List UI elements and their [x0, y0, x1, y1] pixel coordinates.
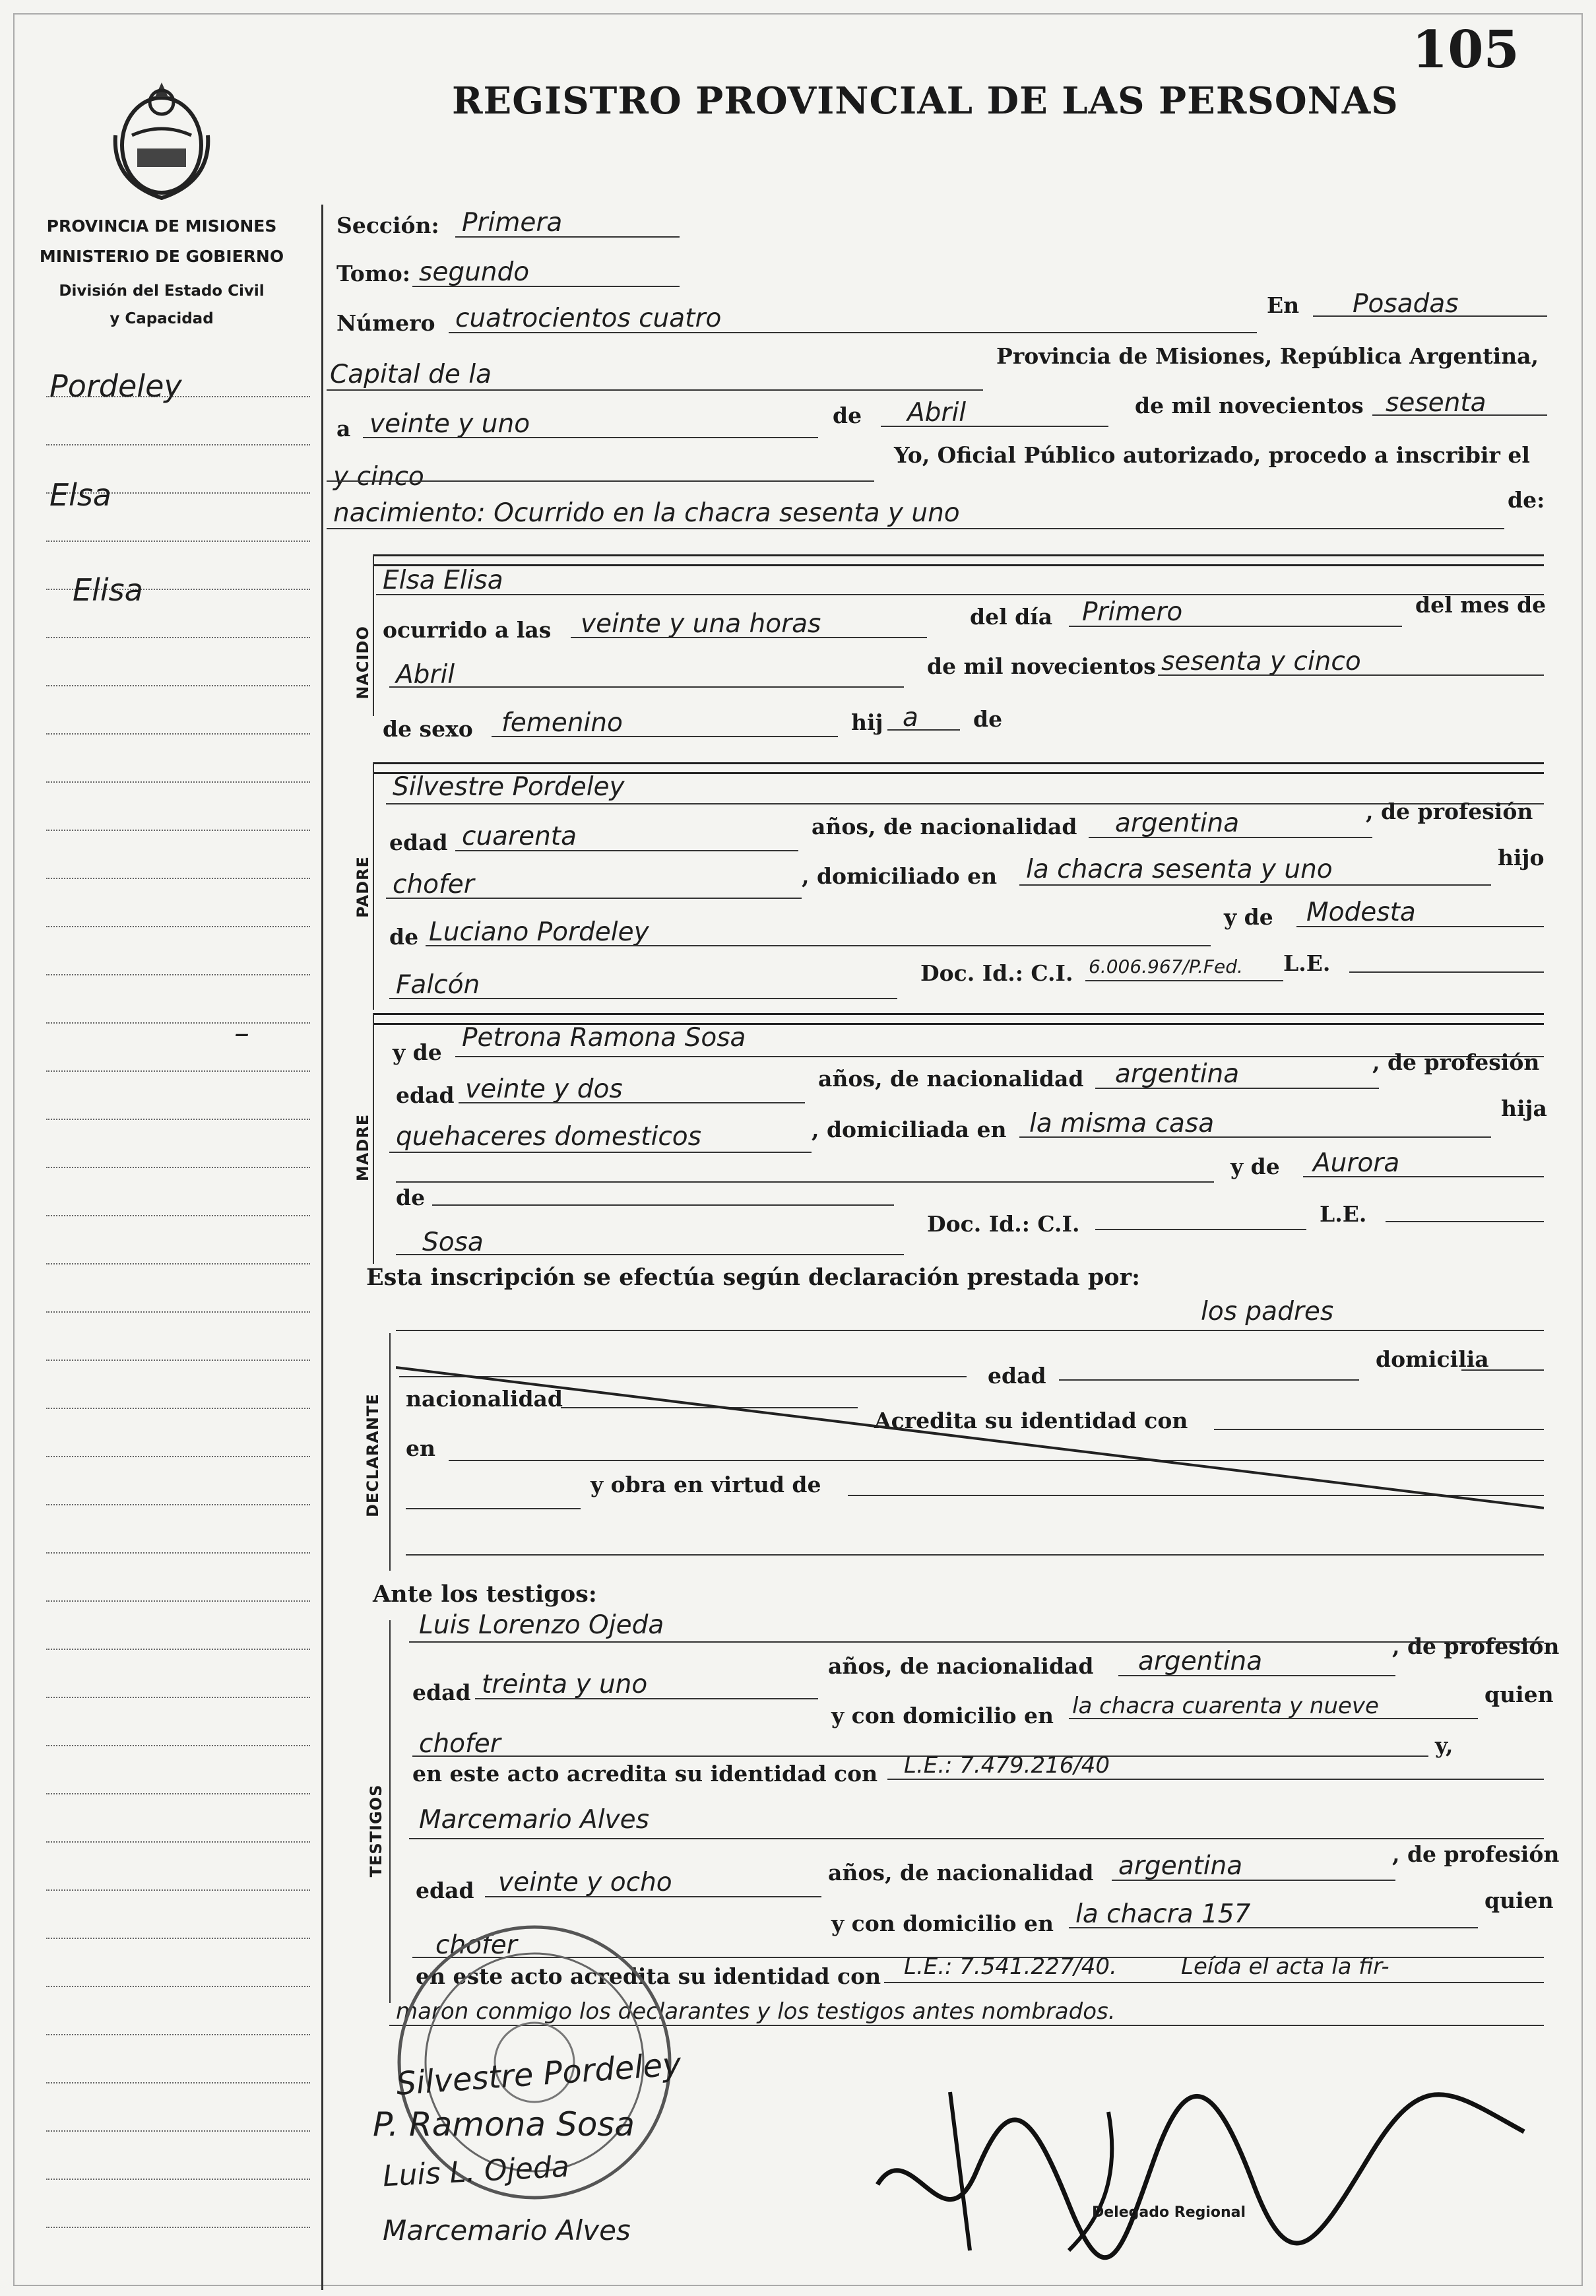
madre-section-label: MADRE — [354, 1113, 372, 1182]
margin-rule-line — [46, 1889, 310, 1891]
padre-y-de-label: y de — [1224, 904, 1273, 930]
madre-nombre: Petrona Ramona Sosa — [462, 1023, 746, 1053]
testigo-1-domicilio-label: y con domicilio en — [831, 1703, 1054, 1728]
testigo-2-prof-label: , de profesión — [1392, 1841, 1560, 1867]
nacido-hora: veinte y una horas — [581, 609, 821, 639]
padre-domicilio: la chacra sesenta y uno — [1026, 855, 1333, 884]
madre-prof-label: , de profesión — [1372, 1049, 1540, 1075]
padre-nac-label: años, de nacionalidad — [812, 814, 1077, 839]
officer-title: Delegado Regional — [1092, 2204, 1246, 2221]
margin-rule-line — [46, 1986, 310, 1987]
declarante-domicilia-label: domicilia — [1376, 1346, 1489, 1372]
acto-value: nacimiento: Ocurrido en la chacra sesenta y uno — [333, 498, 960, 528]
madre-edad-label: edad — [396, 1082, 455, 1108]
margin-rule-line — [46, 1938, 310, 1939]
declarante-value: los padres — [1201, 1297, 1334, 1327]
testigo-1-y-label: y, — [1435, 1732, 1453, 1758]
testigo-1-profesion: chofer — [419, 1729, 501, 1759]
declarante-section-label: DECLARANTE — [364, 1393, 382, 1517]
padre-nombre: Silvestre Pordeley — [393, 772, 625, 802]
dia-inscripcion: veinte y uno — [369, 409, 530, 439]
en-label: En — [1267, 292, 1300, 318]
abuelo-paterno: Luciano Pordeley — [429, 917, 649, 947]
madre-de-label: de — [396, 1185, 426, 1210]
padre-le-label: L.E. — [1283, 950, 1331, 976]
margin-rule-line — [46, 1600, 310, 1602]
abuela-materna-2: Sosa — [422, 1228, 484, 1257]
abuela-paterna-2: Falcón — [396, 970, 480, 1000]
ocurrido-label: ocurrido a las — [383, 617, 552, 643]
provincia-label: Provincia de Misiones, República Argentina, — [996, 343, 1539, 369]
madre-profesion: quehaceres domesticos — [396, 1122, 701, 1152]
margin-rule-line — [46, 1070, 310, 1072]
madre-y-de-label: y de — [393, 1039, 442, 1065]
del-dia-label: del día — [970, 604, 1053, 630]
tomo-label: Tomo: — [336, 261, 410, 286]
madre-le-label: L.E. — [1320, 1201, 1367, 1227]
madre-doc-label: Doc. Id.: C.I. — [927, 1211, 1080, 1237]
testigo-1-edad: treinta y uno — [482, 1670, 648, 1699]
testigo-2-domicilio-label: y con domicilio en — [831, 1911, 1054, 1936]
margin-rule-line — [46, 2082, 310, 2083]
margin-rule-line — [46, 926, 310, 927]
margin-note-second-name: Elisa — [73, 572, 143, 608]
testigo-1-nombre: Luis Lorenzo Ojeda — [419, 1610, 664, 1640]
province-name: PROVINCIA DE MISIONES — [46, 216, 277, 236]
seccion-value: Primera — [462, 208, 563, 238]
testigo-1-quien-label: quien — [1484, 1682, 1554, 1707]
margin-rule-line — [46, 781, 310, 783]
margin-rule-line — [46, 830, 310, 831]
testigo-2-profesion: chofer — [435, 1930, 517, 1960]
padre-doc-label: Doc. Id.: C.I. — [920, 960, 1073, 986]
margin-rule-line — [46, 1697, 310, 1698]
margin-rule-line — [46, 1841, 310, 1843]
padre-prof-label: , de profesión — [1366, 799, 1533, 824]
anio-inscripcion-2: y cinco — [333, 462, 424, 492]
margin-rule-line — [46, 1745, 310, 1746]
de-colon-label: de: — [1508, 487, 1545, 513]
testigo-2-doc: L.E.: 7.541.227/40. — [904, 1953, 1117, 1980]
padre-hijo-label: hijo — [1498, 845, 1545, 870]
a-label: a — [336, 416, 351, 442]
margin-rule-line — [46, 1119, 310, 1120]
declaracion-intro: Esta inscripción se efectúa según declaración prestada por: — [366, 1264, 1140, 1291]
testigo-2-edad: veinte y ocho — [498, 1868, 672, 1897]
capital-value: Capital de la — [330, 360, 492, 389]
testigo-1-nacionalidad: argentina — [1138, 1647, 1263, 1676]
page-number: 105 — [1412, 20, 1519, 80]
testigo-1-prof-label: , de profesión — [1392, 1633, 1560, 1659]
padre-nacionalidad: argentina — [1115, 808, 1240, 838]
margin-rule-line — [46, 1311, 310, 1313]
margin-rule-line — [46, 2179, 310, 2180]
tomo-value: segundo — [419, 257, 530, 287]
margin-rule-line — [46, 1263, 310, 1264]
testigo-2-domicilio: la chacra 157 — [1075, 1899, 1251, 1929]
madre-domicilio: la misma casa — [1029, 1109, 1215, 1138]
margin-rule-line — [46, 733, 310, 735]
margin-note-first-name: Elsa — [49, 477, 112, 513]
nacido-nombre: Elsa Elisa — [383, 566, 503, 595]
testigo-1-domicilio: la chacra cuarenta y nueve — [1072, 1693, 1379, 1719]
margin-rule-line — [46, 2227, 310, 2228]
yo-label: Yo, Oficial Público autorizado, procedo a inscribir el — [894, 442, 1530, 468]
mil-label: de mil novecientos — [1135, 393, 1364, 418]
ministry-name: MINISTERIO DE GOBIERNO — [39, 247, 284, 266]
margin-rule-line — [46, 444, 310, 445]
madre-nac-label: años, de nacionalidad — [818, 1066, 1084, 1092]
abuela-materna-1: Aurora — [1313, 1148, 1400, 1178]
padre-profesion: chofer — [393, 870, 474, 900]
testigo-2-nac-label: años, de nacionalidad — [828, 1860, 1094, 1886]
margin-rule-line — [46, 1504, 310, 1505]
hij-suffix: a — [903, 703, 918, 733]
padre-de-label: de — [389, 924, 419, 950]
margin-rule-line — [46, 2034, 310, 2035]
mes-inscripcion: Abril — [907, 398, 967, 428]
testigo-2-quien-label: quien — [1484, 1887, 1554, 1913]
testigo-1-acredita-label: en este acto acredita su identidad con — [412, 1761, 878, 1787]
nacido-sexo: femenino — [501, 708, 623, 738]
de-label: de — [833, 403, 862, 428]
hij-label: hij — [851, 709, 883, 735]
padre-doc: 6.006.967/P.Fed. — [1089, 956, 1243, 977]
padre-section-label: PADRE — [354, 856, 372, 918]
numero-label: Número — [336, 310, 435, 336]
en-value: Posadas — [1353, 289, 1459, 319]
nacido-section-label: NACIDO — [354, 626, 372, 700]
margin-rule-line — [46, 685, 310, 686]
margin-note-surname: Pordeley — [49, 368, 182, 404]
margin-rule-line — [46, 541, 310, 542]
seccion-label: Sección: — [336, 213, 439, 238]
signature-testigo-1: Luis L. Ojeda — [381, 2149, 570, 2194]
sexo-label: de sexo — [383, 716, 473, 742]
testigo-1-edad-label: edad — [412, 1680, 471, 1705]
margin-rule-line — [46, 1408, 310, 1409]
column-divider — [321, 205, 323, 2290]
nacido-anio: sesenta y cinco — [1161, 647, 1361, 676]
division-name-2: y Capacidad — [110, 310, 214, 327]
del-mes-label: del mes de — [1415, 592, 1547, 618]
coat-of-arms-icon — [99, 69, 224, 205]
margin-rule-line — [46, 1649, 310, 1650]
declarante-acredita-label: Acredita su identidad con — [874, 1408, 1188, 1433]
signature-padre: Silvestre Pordeley — [395, 2045, 683, 2103]
margin-rule-line — [46, 637, 310, 638]
testigo-2-nacionalidad: argentina — [1118, 1851, 1243, 1881]
declarante-nacionalidad-label: nacionalidad — [406, 1386, 563, 1412]
padre-edad: cuarenta — [462, 822, 577, 851]
abuela-paterna-1: Modesta — [1306, 898, 1416, 927]
declarante-edad-label: edad — [988, 1363, 1046, 1389]
signature-madre: P. Ramona Sosa — [373, 2105, 635, 2144]
margin-rule-line — [46, 1167, 310, 1168]
testigos-section-label: TESTIGOS — [367, 1784, 385, 1878]
testigos-intro: Ante los testigos: — [373, 1581, 597, 1608]
madre-dom-label: , domiciliada en — [812, 1117, 1007, 1142]
margin-rule-line — [46, 1552, 310, 1554]
madre-y-de2-label: y de — [1230, 1154, 1280, 1179]
nacido-de-label: de — [973, 706, 1003, 732]
nacido-mes: Abril — [396, 660, 455, 690]
margin-rule-line — [46, 974, 310, 975]
testigo-1-doc: L.E.: 7.479.216/40 — [904, 1752, 1110, 1779]
madre-nacionalidad: argentina — [1115, 1059, 1240, 1089]
testigo-1-nac-label: años, de nacionalidad — [828, 1653, 1094, 1679]
numero-value: cuatrocientos cuatro — [455, 304, 722, 333]
nacido-mil-label: de mil novecientos — [927, 653, 1156, 679]
margin-rule-line — [46, 1793, 310, 1794]
padre-dom-label: , domiciliado en — [802, 863, 998, 889]
madre-hija-label: hija — [1501, 1096, 1547, 1121]
signature-testigo-2: Marcemario Alves — [383, 2214, 631, 2247]
margin-rule-line — [46, 2130, 310, 2132]
declarante-strike-line — [396, 1360, 1544, 1518]
declarante-virtud-label: y obra en virtud de — [591, 1472, 821, 1497]
lectura-line-2: maron conmigo los declarantes y los testigos antes nombrados. — [396, 1998, 1116, 2025]
officer-signature-icon — [871, 2052, 1531, 2277]
testigo-2-edad-label: edad — [416, 1878, 474, 1903]
margin-rule-line — [46, 1215, 310, 1216]
margin-rule-line — [46, 878, 310, 879]
division-name: División del Estado Civil — [59, 282, 265, 300]
margin-rule-line — [46, 1456, 310, 1457]
lectura-line-1: Leída el acta la fir- — [1181, 1953, 1389, 1980]
nacido-dia: Primero — [1082, 597, 1183, 627]
madre-edad: veinte y dos — [465, 1074, 623, 1104]
testigo-2-acredita-label: en este acto acredita su identidad con — [416, 1963, 881, 1989]
margin-rule-line — [46, 1360, 310, 1361]
testigo-2-nombre: Marcemario Alves — [419, 1805, 649, 1835]
margin-rule-line — [46, 1022, 310, 1024]
margin-note-dash: – — [234, 1015, 249, 1051]
anio-inscripcion-1: sesenta — [1386, 388, 1486, 418]
document-title: REGISTRO PROVINCIAL DE LAS PERSONAS — [452, 79, 1399, 123]
padre-edad-label: edad — [389, 830, 448, 855]
declarante-en-label: en — [406, 1435, 435, 1461]
